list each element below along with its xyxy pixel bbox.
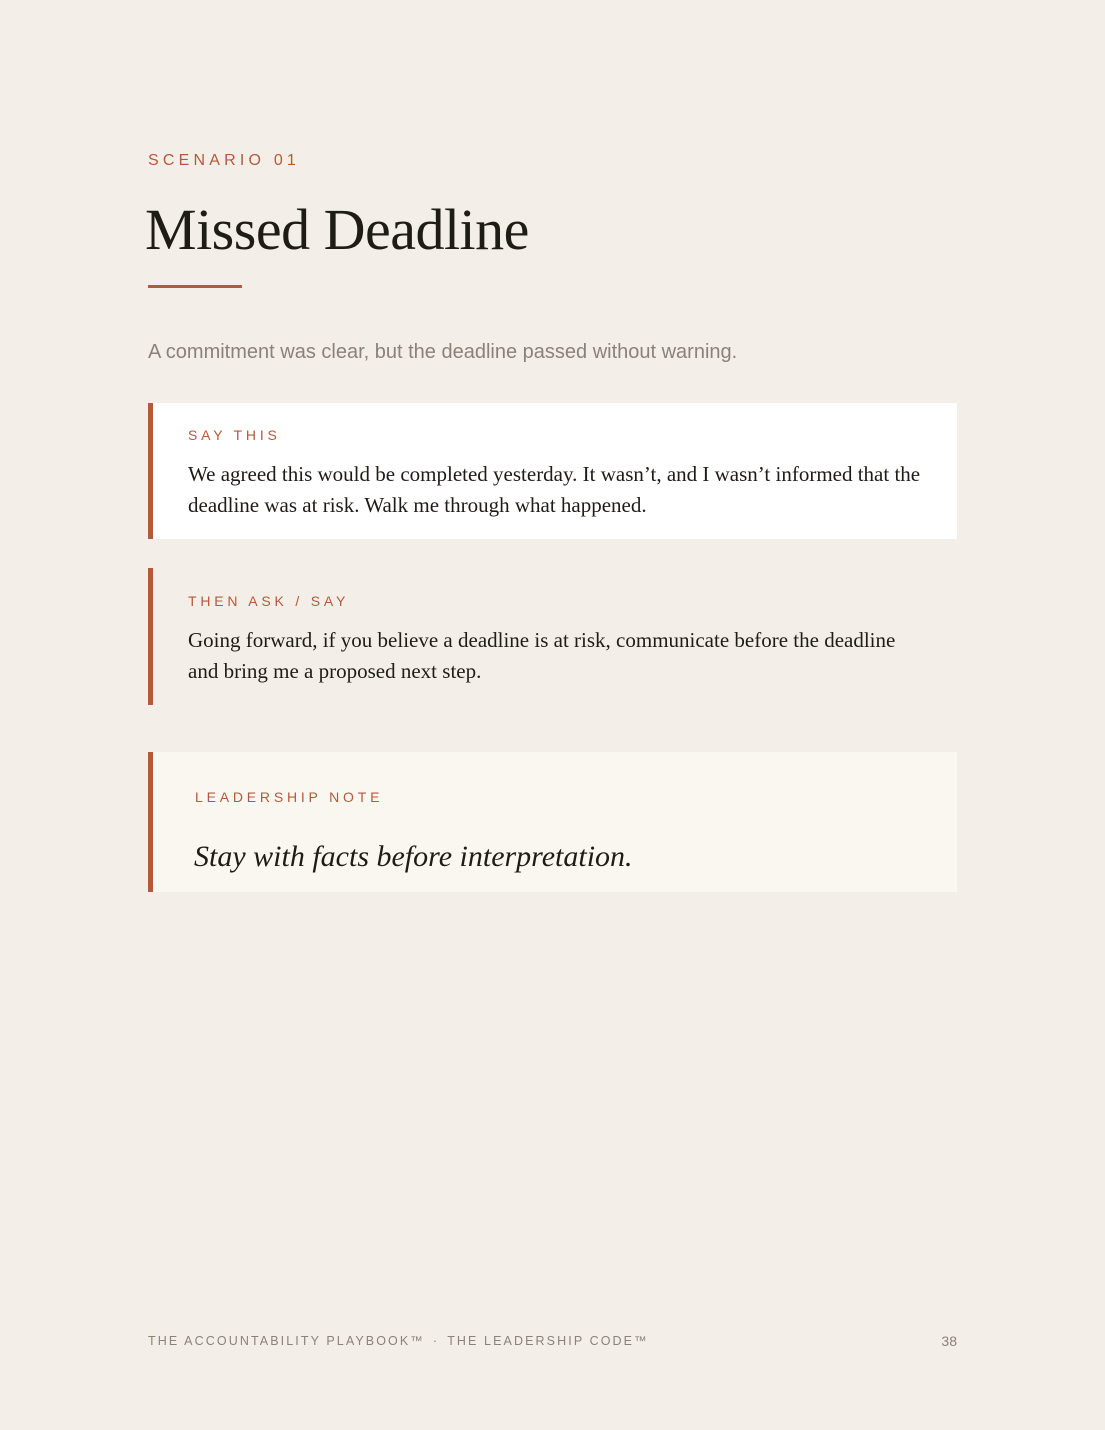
footer-separator: ·: [432, 1334, 440, 1348]
scenario-subtitle: A commitment was clear, but the deadline passed without warning.: [148, 341, 738, 363]
leadership-note-quote: Stay with facts before interpretation.: [194, 840, 633, 873]
footer-titles: [148, 1333, 649, 1349]
title-underline: [148, 285, 242, 288]
leadership-note-label: LEADERSHIP NOTE: [195, 789, 384, 805]
footer-series-title: THE LEADERSHIP CODE™: [447, 1334, 649, 1348]
say-this-card: [148, 403, 957, 539]
then-ask-text: Going forward, if you believe a deadline is at risk, communicate before the deadline and bring me a proposed next step.: [188, 628, 896, 683]
say-this-text: We agreed this would be completed yesterday. It wasn’t, and I wasn’t informed that the deadline was at risk. Walk me through what happened.: [188, 462, 921, 517]
page-title: Missed Deadline: [145, 197, 529, 262]
page: [145, 0, 957, 1430]
leadership-note-card: [148, 752, 957, 892]
scenario-eyebrow: SCENARIO 01: [148, 152, 301, 169]
footer-book-title: THE ACCOUNTABILITY PLAYBOOK™: [148, 1334, 425, 1348]
then-ask-label: THEN ASK / SAY: [188, 593, 350, 609]
page-number: 38: [941, 1333, 957, 1349]
say-this-label: SAY THIS: [188, 427, 281, 443]
then-ask-card: [148, 568, 957, 705]
